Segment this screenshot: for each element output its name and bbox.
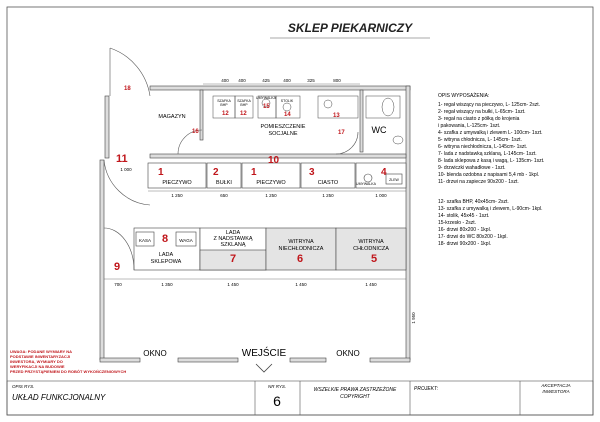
stolik-label: STOLIK bbox=[280, 99, 294, 103]
left-dim: 1 000 bbox=[120, 167, 132, 172]
entrance-label: WEJŚCIE bbox=[241, 348, 287, 359]
svg-text:650: 650 bbox=[220, 193, 228, 198]
svg-text:OPIS WYPOSAŻENIA:: OPIS WYPOSAŻENIA: bbox=[438, 93, 490, 99]
glass-counter-3: SZKLANĄ bbox=[220, 242, 246, 248]
right-dim: 1 950 bbox=[411, 312, 416, 324]
display-cool-1: WITRYNA bbox=[358, 239, 384, 245]
shelf-pieczywo-right: PIECZYWO bbox=[256, 180, 286, 186]
room-wc: WC bbox=[371, 125, 387, 135]
shelf-ciasto: CIASTO bbox=[317, 180, 339, 186]
svg-text:800: 800 bbox=[333, 78, 341, 83]
svg-text:1 250: 1 250 bbox=[322, 193, 334, 198]
bhp-label-b: BHP bbox=[220, 103, 228, 107]
svg-text:16- drzwi 80x200 - 1kpl.: 16- drzwi 80x200 - 1kpl. bbox=[438, 227, 492, 233]
svg-text:10: 10 bbox=[268, 155, 280, 166]
display-noncool-2: NIECHŁODNICZA bbox=[278, 246, 324, 252]
svg-text:5- witryna chłodnicza, L- 145c: 5- witryna chłodnicza, L- 145cm- 1szt. bbox=[438, 137, 522, 143]
shelf-bulki: BUŁKI bbox=[216, 180, 232, 186]
svg-text:13- szafka z umywalką i zlewem: 13- szafka z umywalką i zlewem, L-90cm- 1kpl. bbox=[438, 206, 543, 212]
svg-text:5: 5 bbox=[371, 253, 378, 265]
glass-counter-1: LADA bbox=[225, 230, 241, 236]
svg-text:13: 13 bbox=[333, 113, 340, 119]
svg-text:4: 4 bbox=[381, 167, 387, 178]
counter-waga: WAGA bbox=[179, 238, 193, 243]
equipment-legend bbox=[438, 92, 544, 247]
svg-text:6: 6 bbox=[297, 253, 304, 265]
svg-text:325: 325 bbox=[307, 78, 315, 83]
svg-text:6- witryna niechłodnicza, L-14: 6- witryna niechłodnicza, L-145cm- 1szt. bbox=[438, 144, 528, 150]
svg-text:14: 14 bbox=[284, 112, 291, 118]
svg-text:14- stolik, 45x45 - 1szt.: 14- stolik, 45x45 - 1szt. bbox=[438, 213, 490, 219]
svg-text:15: 15 bbox=[263, 104, 270, 110]
svg-text:17: 17 bbox=[338, 130, 345, 136]
walls bbox=[100, 86, 410, 362]
svg-text:10- blenda ozdobna z napisami: 10- blenda ozdobna z napisami 5,4 mb - 1kpl. bbox=[438, 172, 540, 178]
bhp-label-a: SZAFKA bbox=[217, 99, 231, 103]
counter-kasa: KASA bbox=[138, 238, 152, 243]
svg-text:400: 400 bbox=[238, 78, 246, 83]
svg-text:8- lada sklepowa z kasą i wagą: 8- lada sklepowa z kasą i wagą, L- 135cm- 1szt. bbox=[438, 158, 545, 164]
svg-text:8: 8 bbox=[162, 233, 169, 245]
bhp-label-d: BHP bbox=[240, 103, 248, 107]
display-noncool-1: WITRYNA bbox=[288, 239, 314, 245]
counter-lada-1: LADA bbox=[158, 252, 174, 258]
svg-text:700: 700 bbox=[114, 282, 122, 287]
svg-text:INWESTORA, WYMIARY DO: INWESTORA, WYMIARY DO bbox=[10, 359, 63, 364]
tb-nr-value: 6 bbox=[273, 393, 281, 409]
entrance-arrow bbox=[256, 364, 272, 372]
svg-text:12- szafka BHP, 40x45cm- 2szt.: 12- szafka BHP, 40x45cm- 2szt. bbox=[438, 199, 509, 205]
svg-text:15-krzesło - 2szt.: 15-krzesło - 2szt. bbox=[438, 220, 477, 226]
svg-text:18: 18 bbox=[124, 86, 131, 92]
tb-akceptacja-2: INWESTORA bbox=[542, 389, 570, 394]
svg-text:11: 11 bbox=[116, 153, 128, 165]
svg-text:1 450: 1 450 bbox=[365, 282, 377, 287]
svg-text:1: 1 bbox=[251, 167, 257, 178]
svg-text:2- regał wiszący na bułki, L-6: 2- regał wiszący na bułki, L-65cm- 1szt. bbox=[438, 109, 526, 115]
svg-text:9: 9 bbox=[114, 261, 121, 273]
svg-text:3: 3 bbox=[309, 167, 315, 178]
svg-text:2: 2 bbox=[213, 167, 219, 178]
svg-text:WERYFIKACJI NA BUDOWIE: WERYFIKACJI NA BUDOWIE bbox=[10, 364, 65, 369]
svg-text:425: 425 bbox=[262, 78, 270, 83]
counter-lada-2: SKLEPOWA bbox=[150, 259, 182, 265]
svg-text:1: 1 bbox=[158, 167, 164, 178]
svg-text:400: 400 bbox=[221, 78, 229, 83]
shelf-pieczywo-left: PIECZYWO bbox=[162, 180, 192, 186]
svg-text:12: 12 bbox=[240, 111, 247, 117]
svg-text:12: 12 bbox=[222, 111, 229, 117]
tb-copy-1: WSZELKIE PRAWA ZASTRZEŻONE bbox=[313, 387, 397, 393]
svg-text:7: 7 bbox=[230, 253, 237, 265]
svg-text:9- drzwiczki wahadłowe - 1szt.: 9- drzwiczki wahadłowe - 1szt. bbox=[438, 165, 506, 171]
svg-text:16: 16 bbox=[192, 129, 199, 135]
room-magazyn: MAGAZYN bbox=[158, 114, 186, 120]
bhp-label-c: SZAFKA bbox=[237, 99, 251, 103]
tb-opis-label: OPIS RYS. bbox=[12, 384, 35, 389]
svg-text:1 250: 1 250 bbox=[265, 193, 277, 198]
tb-opis-value: UKŁAD FUNKCJONALNY bbox=[12, 393, 106, 402]
svg-text:1 000: 1 000 bbox=[375, 193, 387, 198]
cabinet-zlew: ZLEW bbox=[389, 178, 399, 182]
svg-text:i pakowania, L-125cm- 1szt.: i pakowania, L-125cm- 1szt. bbox=[438, 123, 501, 129]
svg-text:PRZED PRZYSTĄPIENIEM DO ROBÓT: PRZED PRZYSTĄPIENIEM DO ROBÓT WYKOŃCZENIOWYCH bbox=[10, 369, 127, 374]
glass-counter-2: Z NADSTAWKĄ bbox=[213, 236, 253, 242]
tb-projekt-label: PROJEKT: bbox=[414, 386, 439, 392]
svg-text:1- regał wiszący na pieczywo,: 1- regał wiszący na pieczywo, L- 125cm- 2szt. bbox=[438, 102, 540, 108]
top-dimensions bbox=[203, 78, 360, 84]
svg-text:7- lada z nadstawką szklaną, L: 7- lada z nadstawką szklaną, L-145cm- 1szt. bbox=[438, 151, 537, 157]
svg-text:18- drzwi 90x200 - 1kpl.: 18- drzwi 90x200 - 1kpl. bbox=[438, 241, 492, 247]
window-left: OKNO bbox=[143, 349, 167, 358]
tb-nr-label: NR RYS. bbox=[268, 384, 287, 389]
svg-text:400: 400 bbox=[283, 78, 291, 83]
svg-text:1 350: 1 350 bbox=[161, 282, 173, 287]
svg-text:11- drzwi na zapiecze 90x200 -: 11- drzwi na zapiecze 90x200 - 1szt. bbox=[438, 179, 519, 185]
row2-dimensions bbox=[104, 279, 406, 287]
svg-text:4- szafka z umywalką i zlewem: 4- szafka z umywalką i zlewem L- 100cm- 1szt. bbox=[438, 130, 543, 136]
umywalka-small-label: UMYWALKA bbox=[256, 96, 276, 100]
svg-text:1 250: 1 250 bbox=[171, 193, 183, 198]
svg-text:PODSTAWIE INWENTARYZACJI: PODSTAWIE INWENTARYZACJI bbox=[10, 354, 71, 359]
svg-text:1 450: 1 450 bbox=[227, 282, 239, 287]
tb-akceptacja-1: AKCEPTACJA bbox=[541, 383, 571, 388]
svg-text:3- regał na ciasto z półką do: 3- regał na ciasto z półką do krojenia bbox=[438, 116, 520, 122]
drawing-title: SKLEP PIEKARNICZY bbox=[287, 21, 413, 35]
svg-text:17- drzwi do WC 80x200 - 1kpl.: 17- drzwi do WC 80x200 - 1kpl. bbox=[438, 234, 508, 240]
svg-text:UWAGA: PODANE WYMIARY NA: UWAGA: PODANE WYMIARY NA bbox=[10, 349, 72, 354]
display-cool-2: CHŁODNICZA bbox=[353, 246, 389, 252]
room-socjalne-line2: SOCJALNE bbox=[268, 131, 298, 137]
tb-copy-2: COPYRIGHT bbox=[340, 394, 370, 400]
cabinet-umywalka: UMYWALKA bbox=[356, 182, 376, 186]
window-right: OKNO bbox=[336, 349, 360, 358]
room-socjalne-line1: POMIESZCZENIE bbox=[260, 124, 306, 130]
svg-text:1 450: 1 450 bbox=[295, 282, 307, 287]
